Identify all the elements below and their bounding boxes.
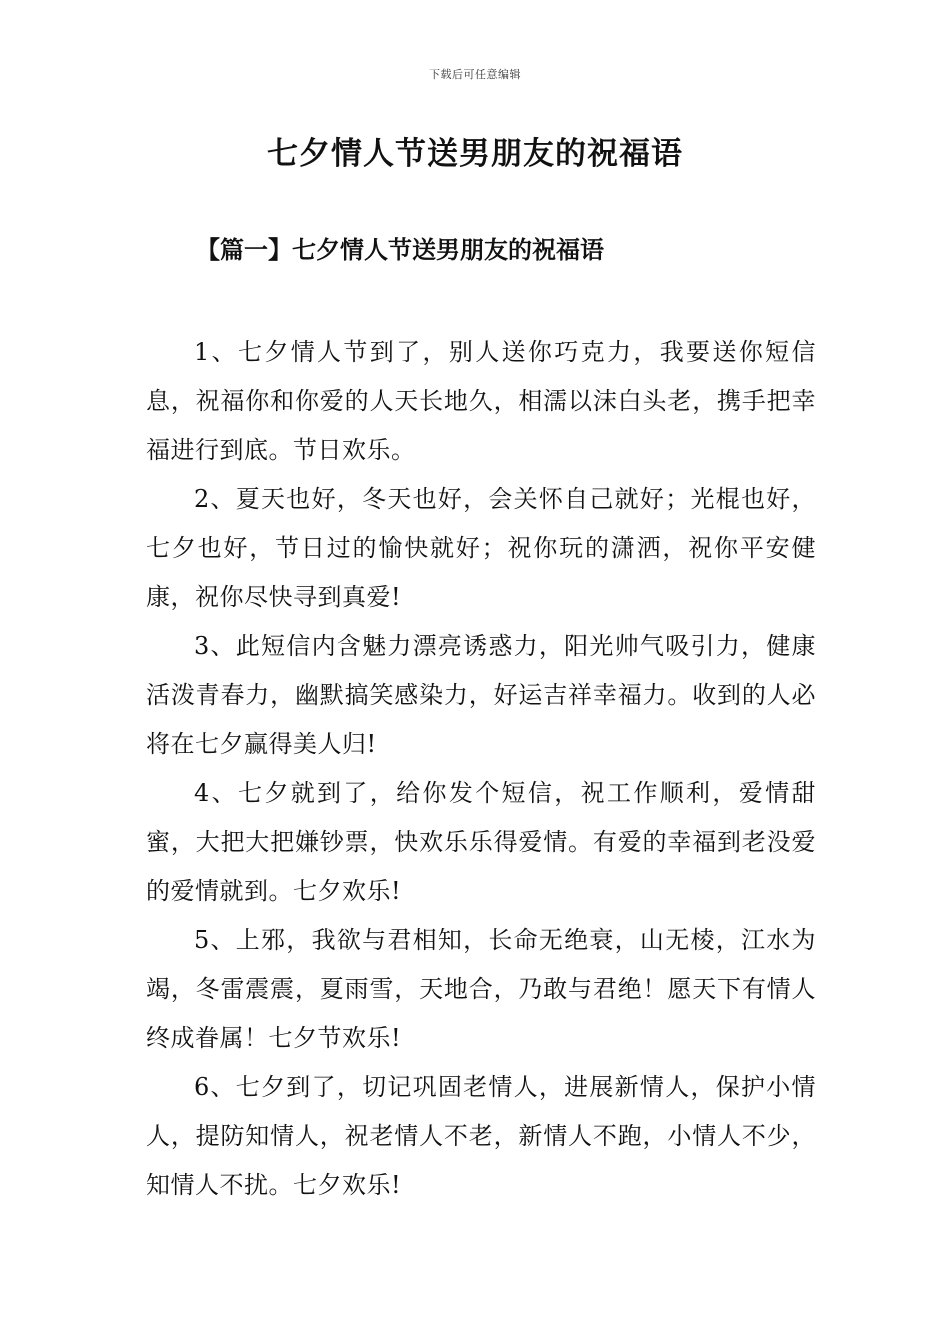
paragraph-5: 5、上邪，我欲与君相知，长命无绝衰，山无棱，江水为竭，冬雷震震，夏雨雪，天地合，乃敢与君绝！愿天下有情人终成眷属！七夕节欢乐! xyxy=(146,926,816,1052)
paragraph-4: 4、七夕就到了，给你发个短信，祝工作顺利，爱情甜蜜，大把大把嫌钞票，快欢乐乐得爱情。有爱的幸福到老没爱的爱情就到。七夕欢乐! xyxy=(146,779,816,905)
body-text xyxy=(146,328,816,1210)
document-title: 七夕情人节送男朋友的祝福语 xyxy=(267,136,683,172)
paragraph-1: 1、七夕情人节到了，别人送你巧克力，我要送你短信息，祝福你和你爱的人天长地久，相濡以沫白头老，携手把幸福进行到底。节日欢乐。 xyxy=(146,338,816,464)
paragraph-6: 6、七夕到了，切记巩固老情人，进展新情人，保护小情人，提防知情人，祝老情人不老，新情人不跑，小情人不少，知情人不扰。七夕欢乐! xyxy=(146,1073,816,1199)
paragraph-2: 2、夏天也好，冬天也好，会关怀自己就好；光棍也好，七夕也好，节日过的愉快就好；祝你玩的潇洒，祝你平安健康，祝你尽快寻到真爱! xyxy=(146,485,816,611)
paragraph-3: 3、此短信内含魅力漂亮诱惑力，阳光帅气吸引力，健康活泼青春力，幽默搞笑感染力，好运吉祥幸福力。收到的人必将在七夕赢得美人归! xyxy=(146,632,816,758)
header-note: 下载后可任意编辑 xyxy=(429,68,521,81)
section-heading: 【篇一】七夕情人节送男朋友的祝福语 xyxy=(196,235,604,264)
